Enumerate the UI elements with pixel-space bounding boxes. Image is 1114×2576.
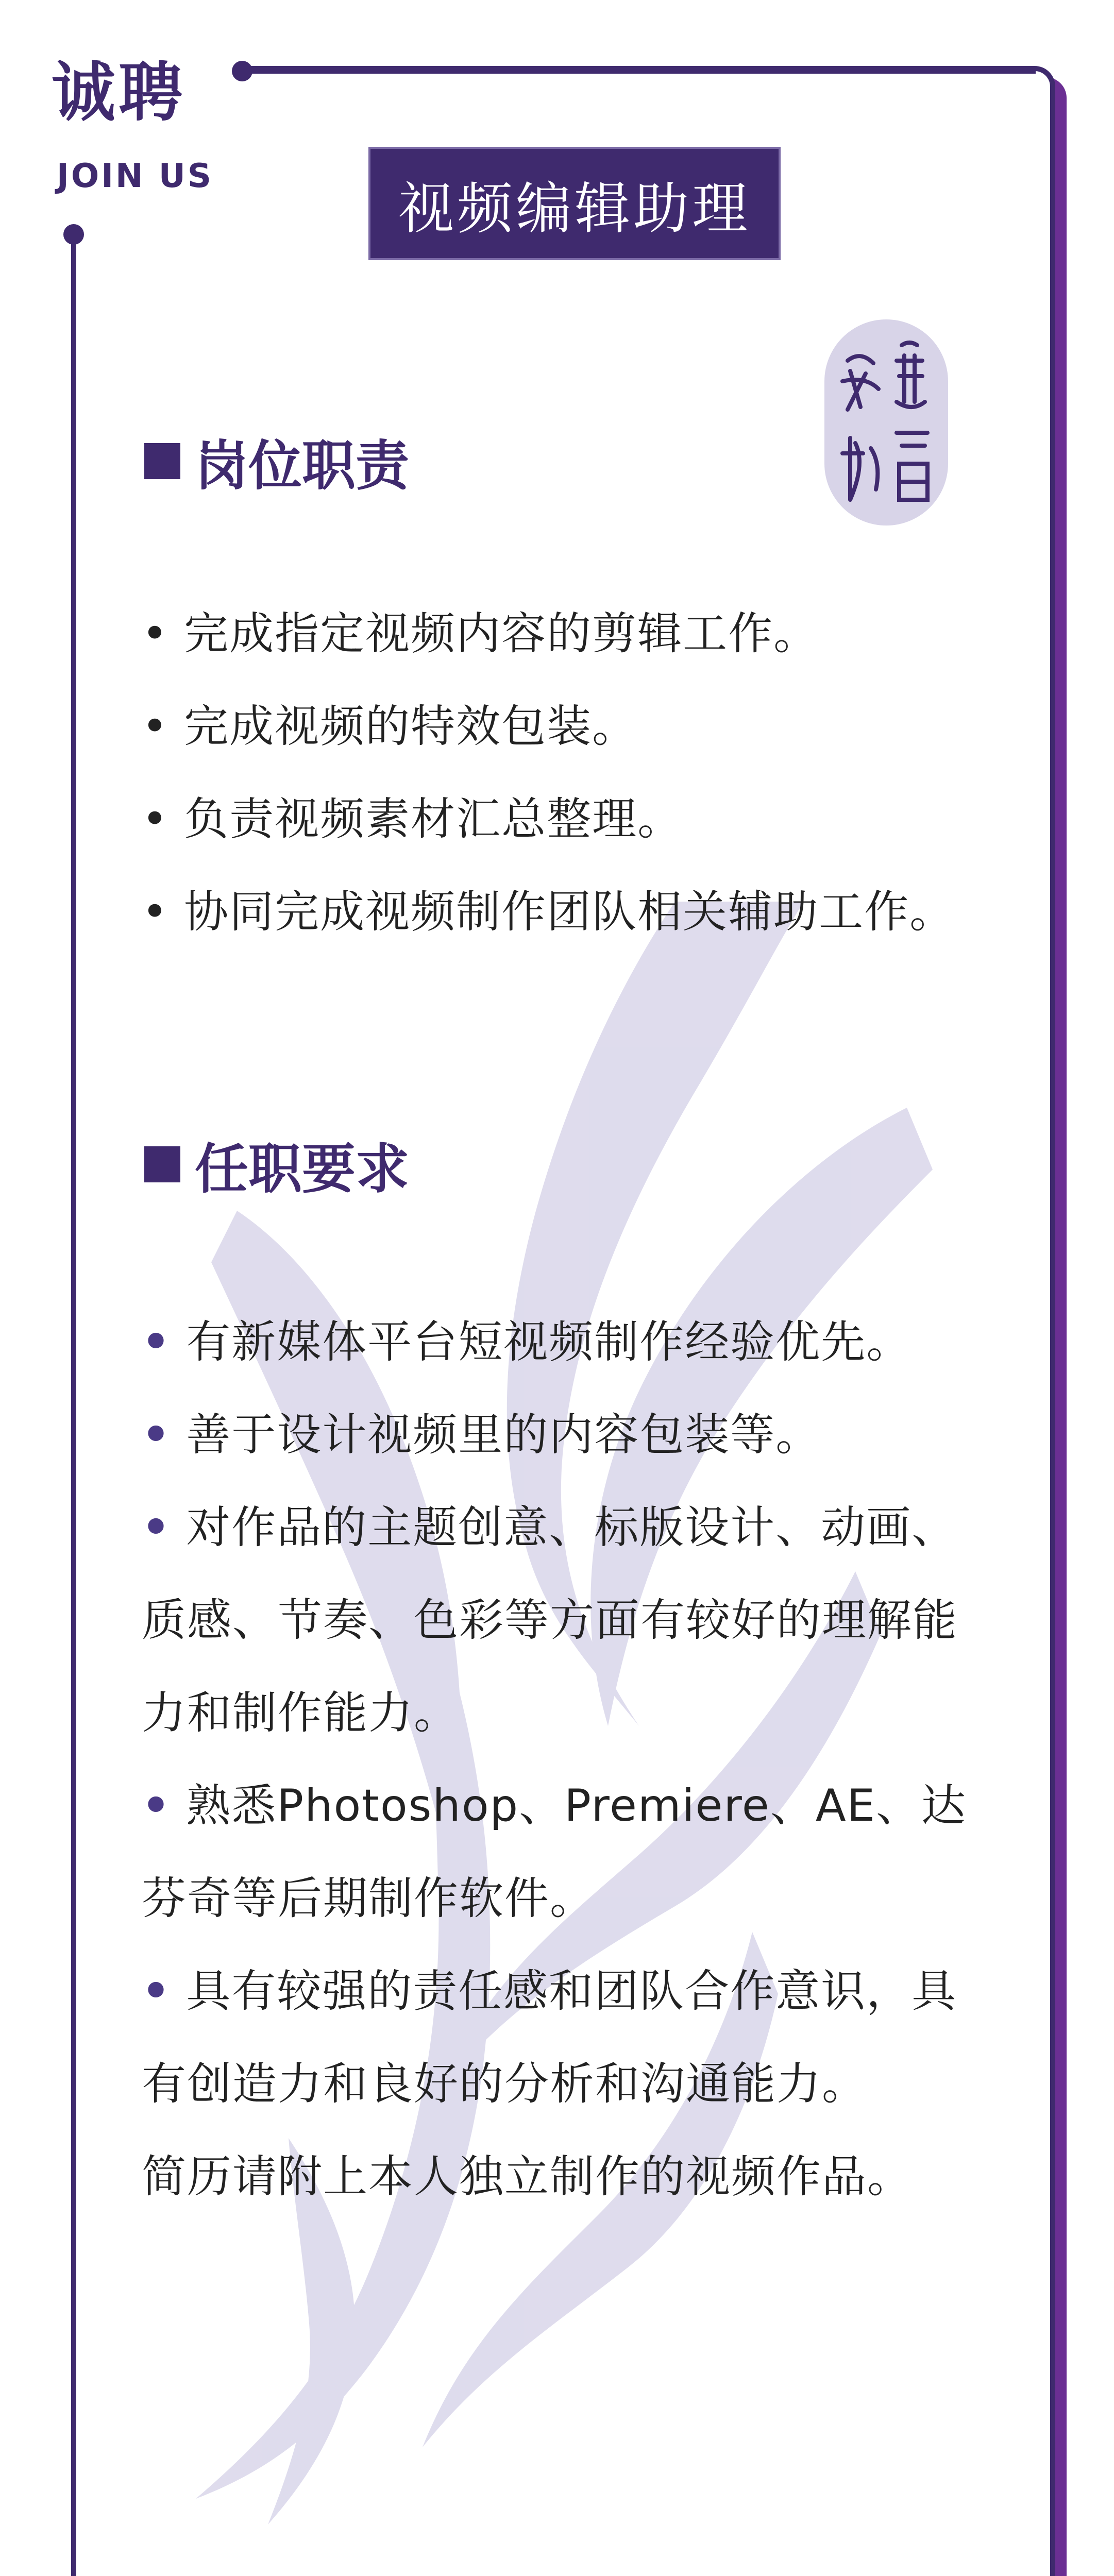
list-item: • 负责视频素材汇总整理。: [142, 793, 683, 845]
list-item: • 熟悉Photoshop、Premiere、AE、达芬奇等后期制作软件。: [142, 1780, 967, 1924]
bullet-icon: •: [142, 1409, 171, 1461]
list-item: • 对作品的主题创意、标版设计、动画、质感、节奏、色彩等方面有较好的理解能力和制作能力。: [142, 1502, 958, 1739]
square-bullet-icon: [144, 1146, 180, 1182]
list-item: • 协同完成视频制作团队相关辅助工作。: [142, 886, 955, 938]
square-bullet-icon: [144, 443, 180, 479]
job-title-banner: 视频编辑助理: [368, 147, 781, 260]
seal-logo: [824, 319, 948, 526]
duties-heading: [144, 422, 409, 500]
requirements-heading-label: 任职要求: [195, 1138, 410, 1200]
requirements-heading: [144, 1126, 409, 1203]
duties-heading-label: 岗位职责: [195, 434, 410, 497]
top-rule-dot: [232, 61, 252, 81]
bullet-icon: •: [142, 1502, 171, 1553]
left-rule-dot: [63, 224, 84, 245]
seal-calligraphy-icon: [824, 319, 948, 526]
bullet-icon: •: [142, 1965, 171, 2017]
list-item: • 具有较强的责任感和团队合作意识，具有创造力和良好的分析和沟通能力。: [142, 1965, 957, 2110]
list-item: • 完成视频的特效包装。: [142, 701, 638, 752]
bullet-icon: •: [142, 1780, 171, 1832]
requirements-list: [142, 1296, 992, 2223]
list-item: • 完成指定视频内容的剪辑工作。: [142, 608, 819, 659]
requirements-note: 简历请附上本人独立制作的视频作品。: [142, 2151, 913, 2202]
bullet-icon: •: [142, 1316, 171, 1368]
list-item: • 善于设计视频里的内容包装等。: [142, 1409, 821, 1461]
duties-list: [142, 587, 992, 958]
page-title: 诚聘: [52, 56, 186, 130]
page-subtitle: JOIN US: [57, 157, 213, 195]
left-rule: [71, 234, 76, 2576]
list-item: • 有新媒体平台短视频制作经验优先。: [142, 1316, 912, 1368]
top-rule: [242, 69, 1036, 74]
